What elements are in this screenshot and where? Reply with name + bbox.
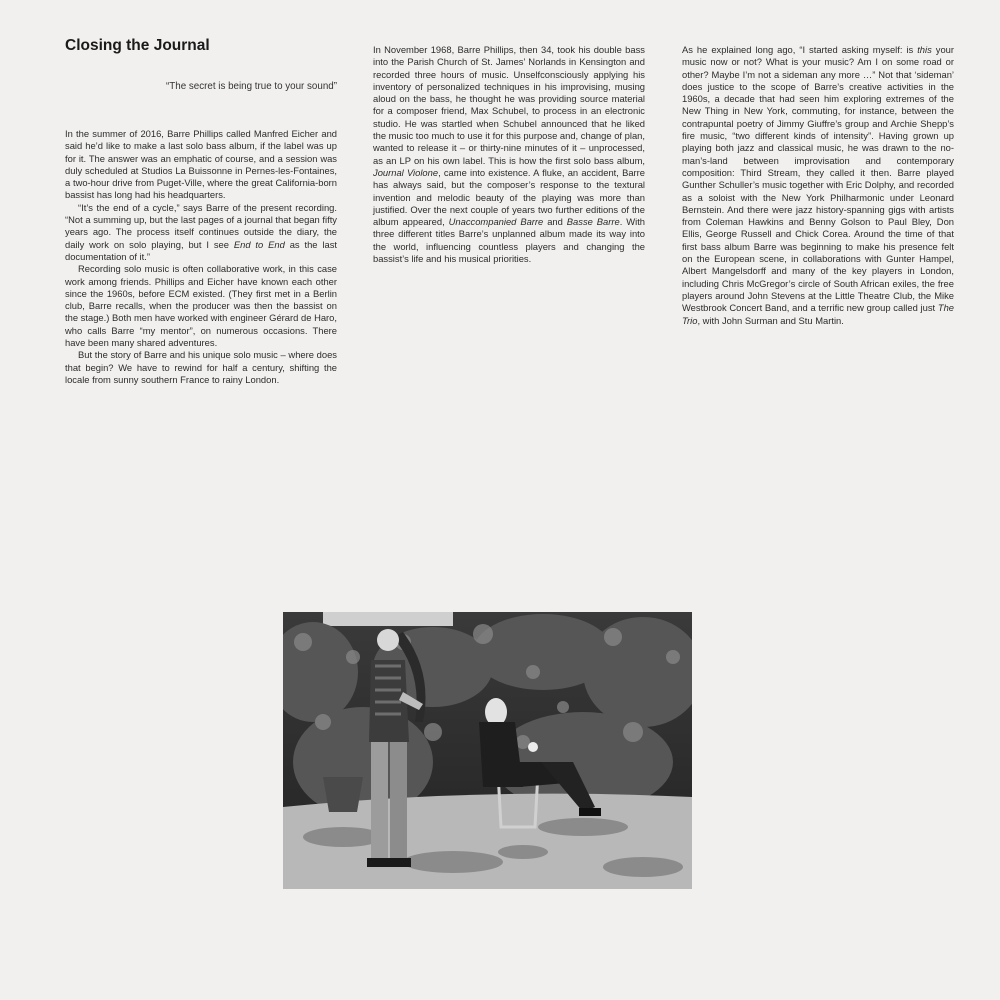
- paragraph: [373, 44, 645, 265]
- emphasis-italic: this: [917, 44, 932, 55]
- text-run: “It’s the end of a cycle,” says Barre of the present recording. “Not a summing up, but the last pages of a journal that began fifty years ago. The process itself continues outside the diary, the daily work on solo playing, but I see: [65, 201, 337, 250]
- paragraph: But the story of Barre and his unique solo music – where does that begin? We have to rewind for half a century, shifting the locale from sunny southern France to rainy London.: [65, 349, 337, 385]
- text-run: , with John Surman and Stu Martin.: [697, 314, 844, 326]
- album-title-italic: Basse Barre: [566, 216, 620, 228]
- text-column-right: [682, 44, 954, 327]
- garden-photo-illustration: [283, 612, 692, 889]
- text-run: . With three different titles Barre’s unplanned album made its way into the world, influencing countless players and changing the bassist’s life and his musical priorities.: [373, 216, 646, 265]
- text-run: In November 1968, Barre Phillips, then 34, took his double bass into the Parish Church of St. James’ Norlands in Kensington and recorded three hours of music. Unselfconsciously applying his inventory of personalized techniques in his improvising, musing aloud on the bass, he thought he was providing source material for a composer friend, Max Schubel, to process in an electronic studio. He was startled when Schubel announced that he liked the music too much to use it for this purpose and, change of plan, wanted to release it – or thirty-nine minutes of it – unprocessed, as an LP on his own label. This is how the first solo bass album,: [373, 44, 645, 166]
- paragraph: Recording solo music is often collaborative work, in this case work among friends. Phillips and Eicher have known each other since the 1960s, before ECM existed. (They first met in a Berlin club, Barre recalls, when the producer was then the bassist on the stage.) Both men have worked with engineer Gérard de Haro, who calls Barre “my mentor”, on numerous occasions. There have been many shared adventures.: [65, 263, 337, 349]
- epigraph-quote: “The secret is being true to your sound”: [166, 81, 337, 92]
- album-title-italic: Journal Violone: [373, 166, 439, 178]
- text-run: , came into existence. A fluke, an accident, Barre has always said, but the composer’s response to the textural invention and melodic beauty of the playing was more than justified. Over the next couple of years two further editions of the album appeared,: [373, 166, 645, 228]
- text-column-middle: [373, 44, 645, 265]
- article-title: Closing the Journal: [65, 37, 210, 54]
- album-title-italic: Unaccompanied Barre: [448, 216, 544, 228]
- text-run: your music now or not? What is your music? Am I on some road or other? Maybe I’m not a sideman any more …” Not that ‘sideman’ does justice to the scope of Barre’s creative activities in the 1960s, a decade that had seen him exploring extremes of the New Thing in New York, commuting, for instance, between the contrapuntal poetry of Jimmy Giuffre’s group and Archie Shepp’s fire music, “two different kinds of intensity”. Having grown up playing both jazz and classical music, he was drawn to the no-man’s-land between improvisation and contemporary composition: Third Stream, they called it then. Barre played Gunther Schuller’s music together with Eric Dolphy, and recorded as a soloist with the New York Philharmonic under Leonard Bernstein. And there were jazz history-spanning gigs with artists from Coleman Hawkins and Benny Golson to Paul Bley, Don Ellis, George Russell and Chick Corea. Around the time of that first bass album Barre was beginning to make his presence felt on the European scene, in collaborations with Gunter Hampel, Albert Mangelsdorff and many of the key players in London, including Chris McGregor’s circle of South African exiles, the free players around John Stevens at the Little Theatre Club, the Mike Westbrook Concert Band, and a terrific new group called just: [682, 44, 954, 314]
- paragraph: [682, 44, 954, 327]
- band-name-italic: The Trio: [682, 302, 954, 326]
- text-run: As he explained long ago, “I started asking myself: is: [682, 44, 918, 55]
- paragraph: [65, 202, 337, 263]
- album-title-italic: End to End: [233, 238, 285, 250]
- text-run: and: [543, 216, 567, 228]
- paragraph: In the summer of 2016, Barre Phillips called Manfred Eicher and said he’d like to make a last solo bass album, if the label was up for it. The answer was an emphatic of course, and a session was duly scheduled at Studios La Buissonne in Pernes-les-Fontaines, a two-hour drive from Puget-Ville, where the great California-born bassist has long had his headquarters.: [65, 128, 337, 201]
- text-column-left: [65, 128, 337, 386]
- garden-photo: [283, 612, 692, 889]
- text-run: as the last documentation of it.”: [65, 238, 337, 262]
